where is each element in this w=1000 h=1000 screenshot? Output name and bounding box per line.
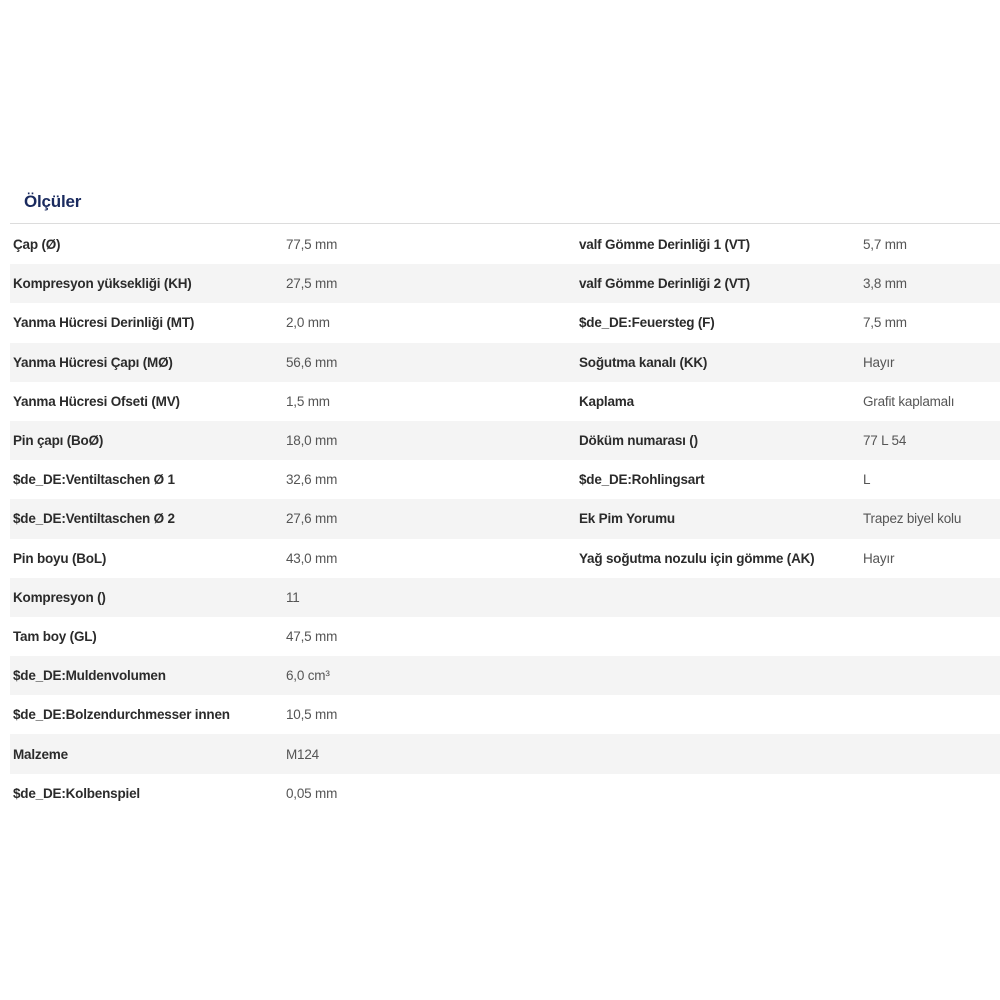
section-title: Ölçüler (24, 192, 82, 211)
spec-label: Kompresyon yüksekliği (KH) (13, 276, 192, 292)
spec-label: Pin çapı (BoØ) (13, 433, 104, 449)
spec-value: 77 L 54 (863, 433, 907, 449)
spec-label: Malzeme (13, 746, 68, 762)
spec-label: valf Gömme Derinliği 1 (VT) (579, 237, 750, 253)
spec-value: Trapez biyel kolu (863, 511, 962, 527)
table-row (10, 460, 1000, 499)
spec-value: 27,5 mm (286, 276, 338, 292)
spec-value: 18,0 mm (286, 433, 338, 449)
spec-label: Pin boyu (BoL) (13, 550, 107, 566)
spec-value: 1,5 mm (286, 393, 330, 409)
spec-value: 56,6 mm (286, 354, 338, 370)
table-row (10, 774, 1000, 813)
table-row (10, 382, 1000, 421)
table-row (10, 617, 1000, 656)
table-row (10, 264, 1000, 303)
spec-label: Yanma Hücresi Çapı (MØ) (13, 354, 173, 370)
spec-value: 2,0 mm (286, 315, 330, 331)
table-row (10, 656, 1000, 695)
spec-value: 27,6 mm (286, 511, 338, 527)
spec-value: 47,5 mm (286, 628, 338, 644)
table-row (10, 421, 1000, 460)
spec-label: $de_DE:Ventiltaschen Ø 1 (13, 472, 175, 488)
spec-value: 7,5 mm (863, 315, 907, 331)
spec-label: Yanma Hücresi Derinliği (MT) (13, 315, 195, 331)
spec-label: valf Gömme Derinliği 2 (VT) (579, 276, 750, 292)
spec-label: $de_DE:Feuersteg (F) (579, 315, 715, 331)
spec-label: Tam boy (GL) (13, 628, 97, 644)
spec-label: $de_DE:Rohlingsart (579, 472, 705, 488)
table-row (10, 303, 1000, 342)
spec-value: 3,8 mm (863, 276, 907, 292)
spec-label: Soğutma kanalı (KK) (579, 354, 708, 370)
table-row (10, 734, 1000, 773)
spec-label: Çap (Ø) (13, 237, 61, 253)
spec-value: M124 (286, 746, 319, 762)
spec-label: $de_DE:Muldenvolumen (13, 668, 166, 684)
spec-label: Döküm numarası () (579, 433, 698, 449)
spec-label: Ek Pim Yorumu (579, 511, 675, 527)
spec-value: 10,5 mm (286, 707, 338, 723)
spec-label: $de_DE:Kolbenspiel (13, 785, 140, 801)
spec-label: Yanma Hücresi Ofseti (MV) (13, 393, 180, 409)
spec-value: Hayır (863, 550, 895, 566)
spec-value: 43,0 mm (286, 550, 338, 566)
spec-value: 5,7 mm (863, 237, 907, 253)
spec-label: $de_DE:Bolzendurchmesser innen (13, 707, 230, 723)
spec-value: 6,0 cm³ (286, 668, 330, 684)
table-row (10, 499, 1000, 538)
spec-value: 11 (286, 589, 300, 605)
table-row (10, 578, 1000, 617)
table-row (10, 225, 1000, 264)
spec-label: Kompresyon () (13, 589, 106, 605)
specs-table (10, 225, 1000, 813)
table-row (10, 539, 1000, 578)
spec-value: 0,05 mm (286, 785, 338, 801)
spec-value: Grafit kaplamalı (863, 393, 955, 409)
spec-label: Yağ soğutma nozulu için gömme (AK) (579, 550, 815, 566)
spec-label: Kaplama (579, 393, 634, 409)
spec-value: L (863, 472, 871, 488)
spec-value: Hayır (863, 354, 895, 370)
title-divider (10, 223, 1000, 224)
spec-value: 32,6 mm (286, 472, 338, 488)
spec-value: 77,5 mm (286, 237, 338, 253)
spec-label: $de_DE:Ventiltaschen Ø 2 (13, 511, 175, 527)
table-row (10, 695, 1000, 734)
table-row (10, 343, 1000, 382)
